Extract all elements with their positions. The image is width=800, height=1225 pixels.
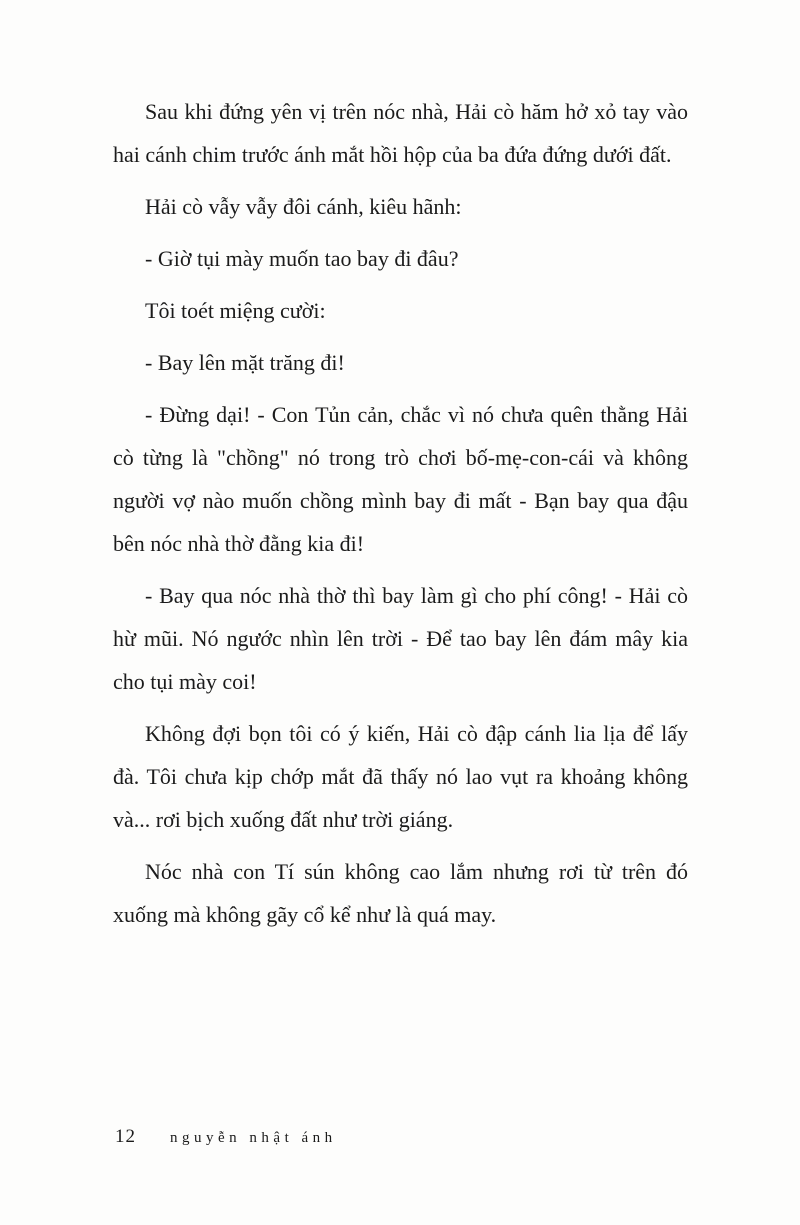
paragraph: - Bay qua nóc nhà thờ thì bay làm gì cho phí công! - Hải cò hừ mũi. Nó ngước nhìn lên trời - Để tao bay lên đám mây kia cho tụi mày coi! <box>113 583 688 694</box>
paragraph: Nóc nhà con Tí sún không cao lắm nhưng rơi từ trên đó xuống mà không gãy cổ kể như là quá may. <box>113 859 688 927</box>
author-name: nguyễn nhật ánh <box>170 1130 337 1146</box>
page-text <box>113 90 688 945</box>
paragraph: Sau khi đứng yên vị trên nóc nhà, Hải cò hăm hở xỏ tay vào hai cánh chim trước ánh mắt hồi hộp của ba đứa đứng dưới đất. <box>113 99 688 167</box>
paragraph: - Đừng dại! - Con Tủn cản, chắc vì nó chưa quên thằng Hải cò từng là "chồng" nó trong trò chơi bố-mẹ-con-cái và không người vợ nào muốn chồng mình bay đi mất - Bạn bay qua đậu bên nóc nhà thờ đằng kia đi! <box>113 402 688 556</box>
paragraph: Hải cò vẫy vẫy đôi cánh, kiêu hãnh: <box>145 194 462 219</box>
paragraph: Không đợi bọn tôi có ý kiến, Hải cò đập cánh lia lịa để lấy đà. Tôi chưa kịp chớp mắt đã thấy nó lao vụt ra khoảng không và... rơi bịch xuống đất như trời giáng. <box>113 721 688 832</box>
page-number: 12 <box>115 1126 136 1147</box>
page-footer <box>115 1126 337 1148</box>
paragraph: - Giờ tụi mày muốn tao bay đi đâu? <box>145 246 459 271</box>
paragraph: Tôi toét miệng cười: <box>145 298 326 323</box>
paragraph: - Bay lên mặt trăng đi! <box>145 350 345 375</box>
